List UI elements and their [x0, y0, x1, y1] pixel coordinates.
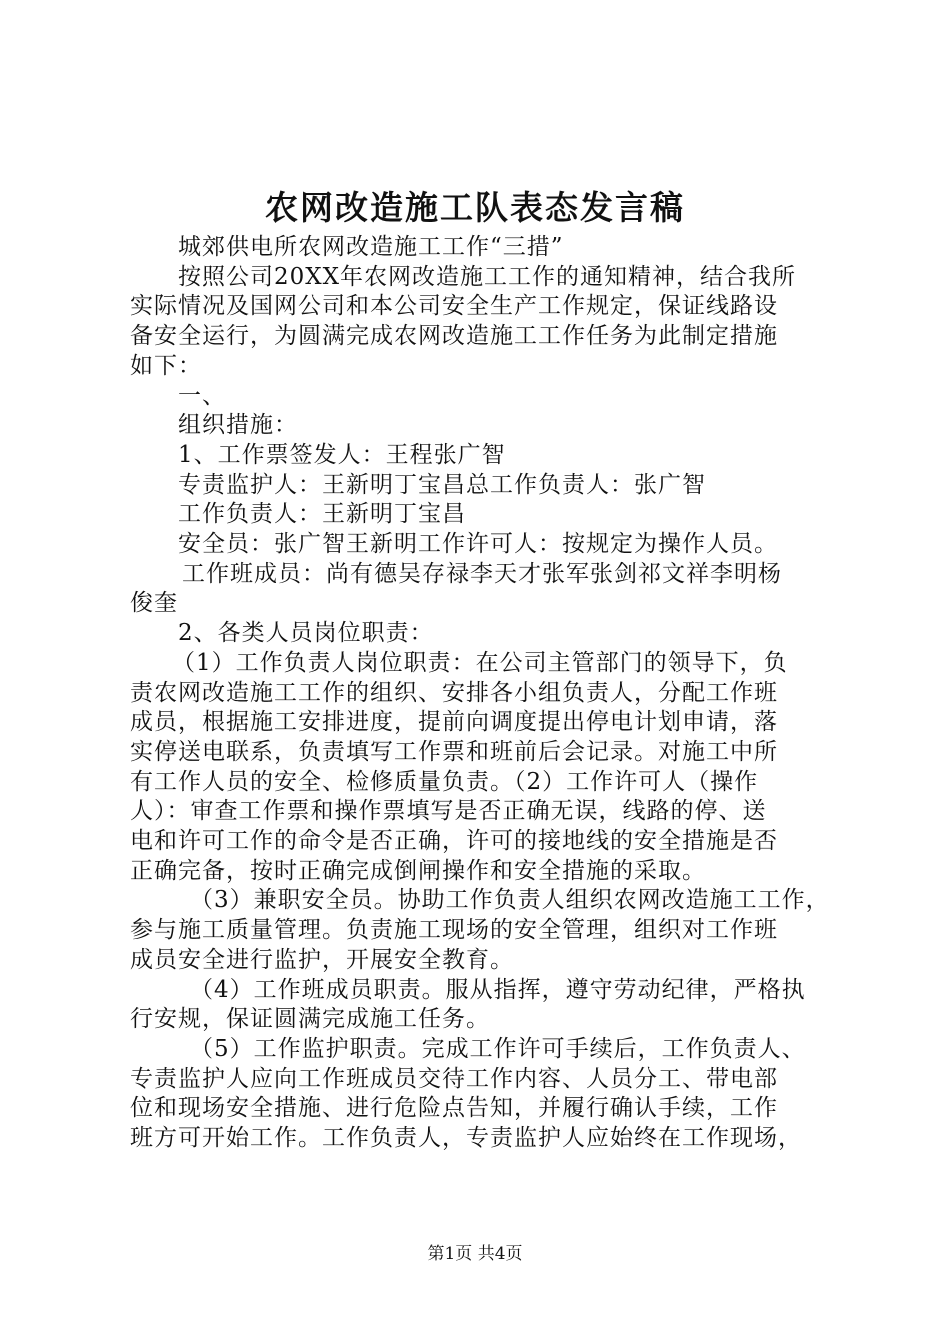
- body-line: 实停送电联系，负责填写工作票和班前后会记录。对施工中所: [130, 738, 778, 765]
- body-line: 班方可开始工作。工作负责人，专责监护人应始终在工作现场，: [130, 1125, 802, 1152]
- body-line: 备安全运行，为圆满完成农网改造施工工作任务为此制定措施: [130, 323, 778, 350]
- body-line: 工作负责人：王新明丁宝昌: [178, 501, 466, 528]
- body-line: 一、: [178, 382, 226, 409]
- body-line: 位和现场安全措施、进行危险点告知，并履行确认手续，工作: [130, 1095, 778, 1122]
- body-line: 安全员：张广智王新明工作许可人：按规定为操作人员。: [178, 531, 778, 558]
- body-line: 2、各类人员岗位职责：: [178, 620, 434, 647]
- body-line: 有工作人员的安全、检修质量负责。（2）工作许可人（操作: [130, 768, 759, 795]
- body-line: 城郊供电所农网改造施工工作“三措”: [178, 234, 564, 260]
- body-line: 专责监护人：王新明丁宝昌总工作负责人：张广智: [178, 471, 706, 498]
- body-line: （5）工作监护职责。完成工作许可手续后，工作负责人、: [190, 1035, 806, 1062]
- body-line: 行安规，保证圆满完成施工任务。: [130, 1006, 490, 1033]
- document-title: 农网改造施工队表态发言稿: [265, 188, 685, 227]
- body-line: 参与施工质量管理。负责施工现场的安全管理，组织对工作班: [130, 917, 778, 944]
- body-line: 实际情况及国网公司和本公司安全生产工作规定，保证线路设: [130, 293, 778, 320]
- body-line: 1、工作票签发人：王程张广智: [178, 441, 506, 468]
- body-line: 组织措施：: [178, 412, 298, 439]
- page-number-footer: 第1页 共4页: [427, 1244, 523, 1264]
- body-line: 按照公司20XX年农网改造施工工作的通知精神，结合我所: [178, 263, 797, 290]
- body-line: 俊奎: [130, 590, 178, 617]
- body-line: 专责监护人应向工作班成员交待工作内容、人员分工、带电部: [130, 1065, 778, 1092]
- body-line: 电和许可工作的命令是否正确，许可的接地线的安全措施是否: [130, 828, 778, 855]
- body-line: （4）工作班成员职责。服从指挥，遵守劳动纪律，严格执: [190, 976, 806, 1003]
- body-line: 成员安全进行监护，开展安全教育。: [130, 946, 514, 973]
- body-line: 如下：: [130, 352, 202, 379]
- body-line: 正确完备，按时正确完成倒闸操作和安全措施的采取。: [130, 857, 706, 884]
- body-line: 工作班成员：尚有德吴存禄李天才张军张剑祁文祥李明杨: [182, 560, 782, 587]
- body-line: （1）工作负责人岗位职责：在公司主管部门的领导下，负: [172, 649, 788, 676]
- body-line: 责农网改造施工工作的组织、安排各小组负责人，分配工作班: [130, 679, 778, 706]
- body-line: 成员，根据施工安排进度，提前向调度提出停电计划申请，落: [130, 709, 778, 736]
- body-line: 人）：审查工作票和操作票填写是否正确无误，线路的停、送: [130, 798, 767, 825]
- body-line: （3）兼职安全员。协助工作负责人组织农网改造施工工作，: [190, 887, 830, 914]
- document-body: [130, 233, 830, 1154]
